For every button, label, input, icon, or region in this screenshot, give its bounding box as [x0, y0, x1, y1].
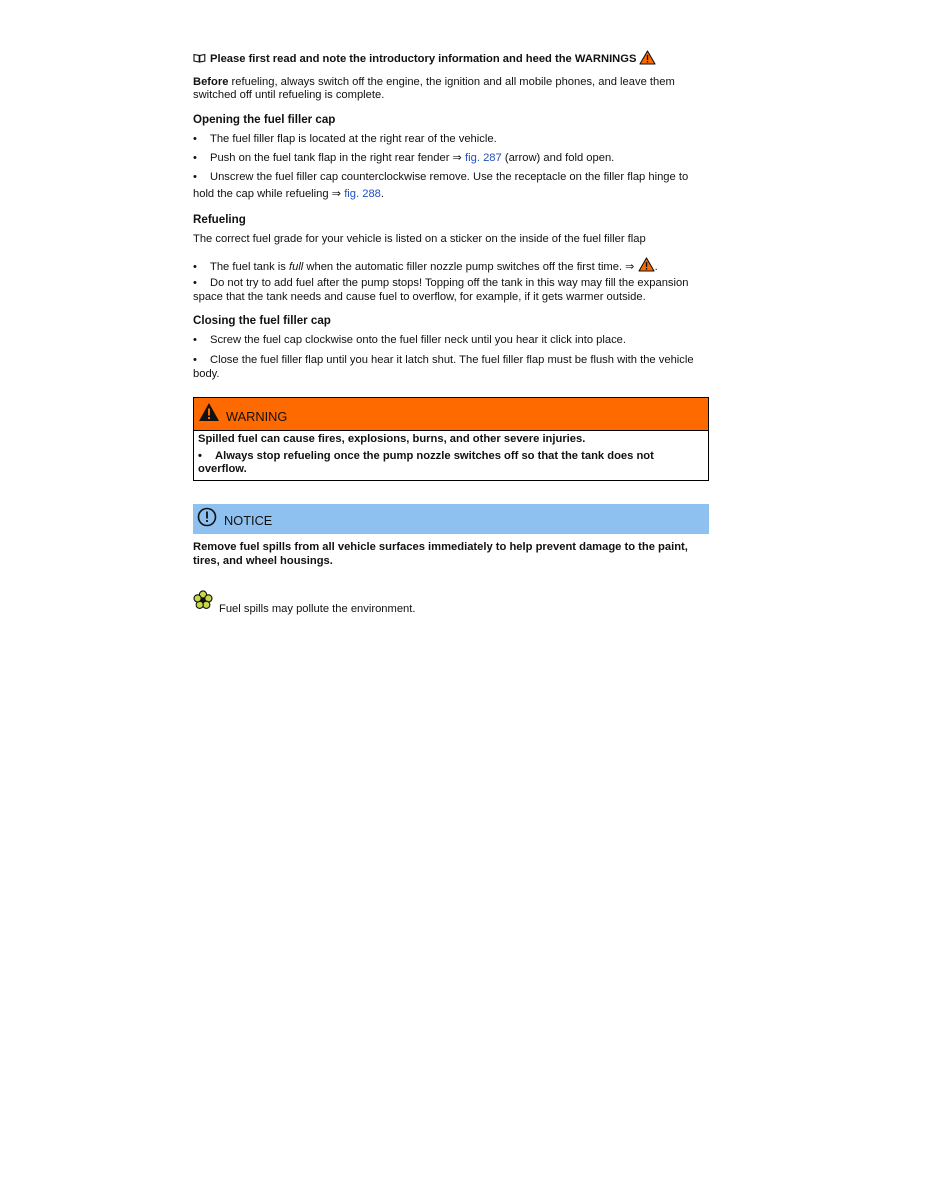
warning-line: Spilled fuel can cause fires, explosions, burns, and other severe injuries. [198, 433, 586, 446]
warning-triangle-icon [198, 402, 220, 427]
warning-body [194, 431, 708, 480]
environment-note [193, 590, 709, 615]
list-item-text: Close the fuel filler flap until you hear it latch shut. The fuel filler flap must be flush with the vehicle body. [193, 353, 694, 380]
bullet-dot: • [193, 353, 197, 366]
environment-text: Fuel spills may pollute the environment. [219, 603, 416, 616]
intro-note [193, 50, 709, 70]
list-item [193, 169, 709, 203]
flower-icon [193, 590, 213, 615]
book-icon [193, 53, 206, 68]
list-item-text: when the automatic filler nozzle pump switches off the first time. ⇒ [303, 260, 638, 273]
bullet-dot: • [198, 449, 202, 462]
exclamation-circle-icon [197, 507, 217, 532]
notice-label: NOTICE [224, 513, 273, 529]
list-item-text: . [654, 260, 658, 273]
content-column [193, 50, 709, 615]
bullet-dot: • [193, 170, 197, 183]
bullet-dot: • [193, 152, 197, 165]
full-emphasis: full [288, 260, 304, 273]
warning-bullet [198, 450, 704, 477]
list-item [193, 334, 709, 348]
warning-label: WARNING [226, 409, 288, 425]
list-item [193, 277, 709, 304]
list-item-text: Push on the fuel tank flap in the right rear fender ⇒ [210, 152, 466, 165]
warning-box [193, 397, 709, 481]
list-item [193, 257, 709, 275]
list-item-text: Unscrew the fuel filler cap counterclockwise remove. Use the receptacle on the filler flap hinge to hold the cap while refueling ⇒ [193, 170, 689, 200]
opening-heading: Opening the fuel filler cap [193, 112, 336, 126]
bullet-dot: • [193, 277, 197, 290]
warning-bullet-text: Always stop refueling once the pump nozzle switches off so that the tank does not overflow. [198, 449, 654, 476]
list-item [193, 152, 709, 166]
refueling-intro: The correct fuel grade for your vehicle is listed on a sticker on the inside of the fuel filler flap [193, 232, 646, 245]
list-item-text: The fuel tank is [210, 260, 289, 273]
bullet-dot: • [193, 334, 197, 347]
list-item-text: (arrow) and fold open. [501, 152, 615, 165]
before-paragraph [193, 76, 709, 103]
notice-text: Remove fuel spills from all vehicle surfaces immediately to help prevent damage to the paint, tires, and wheel housings. [193, 540, 688, 567]
closing-heading: Closing the fuel filler cap [193, 314, 331, 328]
warning-triangle-icon [639, 50, 656, 70]
list-item-text: Screw the fuel cap clockwise onto the fuel filler neck until you hear it click into place. [210, 334, 627, 347]
warning-triangle-icon [638, 261, 655, 273]
intro-text: Please first read and note the introductory information and heed the WARNINGS [210, 53, 637, 65]
list-item-text: The fuel filler flap is located at the right rear of the vehicle. [210, 132, 497, 145]
bullet-dot: • [193, 132, 197, 145]
warning-header [194, 398, 708, 431]
notice-box [193, 504, 709, 534]
fig-288-link[interactable]: fig. 288 [344, 187, 381, 200]
list-item [193, 354, 709, 381]
bullet-dot: • [193, 260, 197, 273]
refueling-heading: Refueling [193, 212, 246, 226]
fig-287-link[interactable]: fig. 287 [465, 152, 502, 165]
list-item-text: Do not try to add fuel after the pump stops! Topping off the tank in this way may fill the expansion space that the tank needs and cause fuel to overflow, for example, if it gets warmer outside. [193, 277, 689, 303]
list-item-text: . [380, 187, 384, 200]
before-rest: refueling, always switch off the engine, the ignition and all mobile phones, and leave them switched off until refueling is complete. [193, 75, 675, 102]
list-item [193, 133, 709, 147]
before-bold: Before [193, 75, 229, 88]
